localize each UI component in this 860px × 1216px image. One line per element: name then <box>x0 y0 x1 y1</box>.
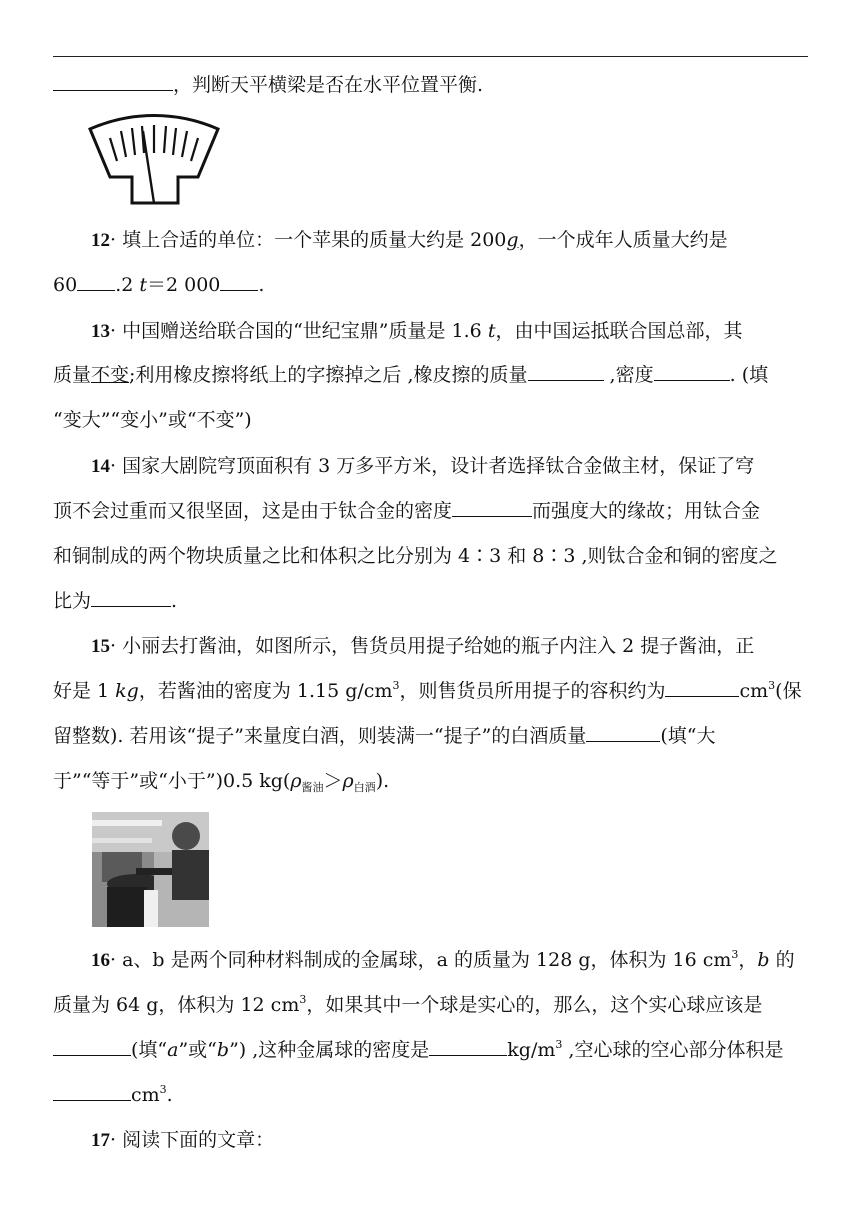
answer-blank[interactable] <box>528 362 604 381</box>
answer-blank[interactable] <box>53 1037 131 1056</box>
question-number: 15 <box>91 636 110 657</box>
q15-line-3: 留整数). 若用该“提子”来量度白酒，则装满一“提子”的白酒质量 (填“大 <box>53 725 716 747</box>
q13-line-3: “变大”“变小”或“不变”) <box>53 409 252 431</box>
q16-line-4: $cm^3$. <box>53 1082 813 1108</box>
q17-line-1: 17· 阅读下面的文章： <box>91 1129 275 1151</box>
answer-blank[interactable] <box>53 1082 131 1101</box>
q16-line-3: (填“a”或“b”) ,这种金属球的密度是 $kg/m^3$ ,空心球的空心部分体积是 <box>53 1037 813 1063</box>
answer-blank[interactable] <box>77 272 115 291</box>
answer-blank[interactable] <box>586 723 660 742</box>
question-number: 12 <box>91 230 110 251</box>
q15-line-1: 15· 小丽去打酱油，如图所示，售货员用提子给她的瓶子内注入 2 提子酱油，正 <box>91 635 755 657</box>
balance-pointer-figure <box>86 111 222 207</box>
question-number: 16 <box>91 950 110 971</box>
q11-tail-line: ，判断天平横梁是否在水平位置平衡. <box>53 72 813 98</box>
q15-line-4: 于”“等于”或“小于”)0.5 $kg(\rho_{酱油}>\rho_{白酒})$. <box>53 770 390 794</box>
question-number: 14 <box>91 456 110 477</box>
q12-line-1: 12· 填上合适的单位：一个苹果的质量大约是 200g，一个成年人质量大约是 <box>91 229 728 251</box>
q14-line-2: 顶不会过重而又很坚固，这是由于钛合金的密度 而强度大的缘故；用钛合金 <box>53 500 761 522</box>
answer-blank[interactable] <box>220 272 258 291</box>
q14-line-3: 和铜制成的两个物块质量之比和体积之比分别为 4∶3 和 8∶3 ,则钛合金和铜的密度之 <box>53 545 778 567</box>
answer-blank[interactable] <box>654 362 730 381</box>
answer-blank[interactable] <box>53 72 173 91</box>
soy-sauce-photo <box>92 812 209 927</box>
answer-blank[interactable] <box>665 678 739 697</box>
question-number: 17 <box>91 1130 110 1151</box>
answer-blank[interactable] <box>91 588 171 607</box>
answer-blank[interactable] <box>429 1037 507 1056</box>
q16-line-2: 质量为 64 g，体积为 12 $cm^3$，如果其中一个球是实心的，那么，这个实心球应该是 <box>53 993 763 1016</box>
question-number: 13 <box>91 321 110 342</box>
q15-line-2: 好是 1 kg，若酱油的密度为 1.15 $g/cm^3$，则售货员所用提子的容积约为 $cm^3$(保 <box>53 679 802 702</box>
header-rule <box>53 56 808 57</box>
q14-line-1: 14· 国家大剧院穹顶面积有 3 万多平方米，设计者选择钛合金做主材，保证了穹 <box>91 455 755 477</box>
q14-line-4: 比为 . <box>53 590 178 612</box>
answer-blank[interactable] <box>452 498 532 517</box>
q16-line-1: 16· a、b 是两个同种材料制成的金属球，a 的质量为 128 g，体积为 16 $cm^3$，b 的 <box>91 948 795 971</box>
q13-line-2: 质量不变;利用橡皮擦将纸上的字擦掉之后 ,橡皮擦的质量 ,密度 . (填 <box>53 364 769 386</box>
q12-line-2: 60 .2 t＝2 000 . <box>53 274 265 296</box>
q13-line-1: 13· 中国赠送给联合国的“世纪宝鼎”质量是 1.6 t，由中国运抵联合国总部，其 <box>91 320 743 342</box>
